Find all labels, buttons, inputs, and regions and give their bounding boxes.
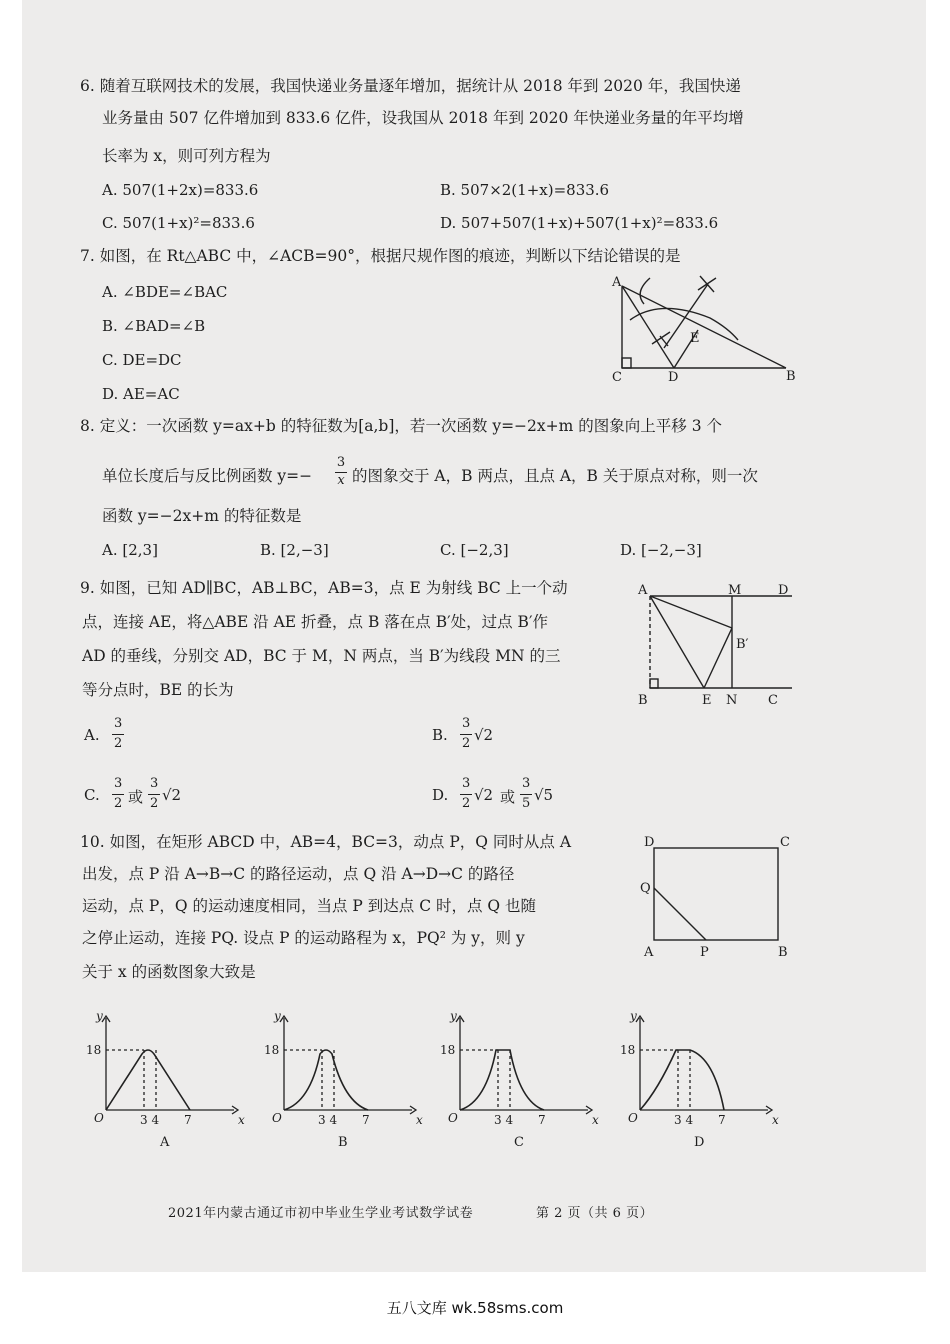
graph-y-tick-18: 18 — [264, 1043, 280, 1057]
q9-figure — [632, 580, 802, 710]
q10-line3: 运动，点 P，Q 的运动速度相同，当点 P 到达点 C 时，点 Q 也随 — [82, 897, 537, 915]
q7-option-a: A. ∠BDE=∠BAC — [102, 283, 228, 301]
q8-option-b: B. [2,−3] — [260, 541, 329, 559]
graph-x-ticks-3-4: 3 4 — [674, 1113, 694, 1127]
q6-option-b: B. 507×2(1+x)=833.6 — [440, 181, 610, 199]
q10-label-d: D — [644, 835, 655, 850]
q7-label-b: B — [786, 369, 796, 384]
q9-c-den2: 2 — [150, 796, 159, 811]
q10-label-q: Q — [640, 881, 651, 896]
q6-line1: 6. 随着互联网技术的发展，我国快递业务量逐年增加，据统计从 2018 年到 2020 年，我国快递 — [80, 77, 741, 95]
graph-y-tick-18: 18 — [620, 1043, 636, 1057]
graph-y-axis-label: y — [96, 1009, 103, 1023]
q10-graph-curve — [106, 1050, 190, 1110]
q8-option-a: A. [2,3] — [102, 541, 158, 559]
q9-d-num2: 3 — [522, 776, 531, 791]
q9-option-a-prefix: A. — [84, 726, 100, 744]
q9-line2: 点，连接 AE，将△ABE 沿 AE 折叠，点 B 落在点 B′处，过点 B′作 — [82, 613, 548, 631]
q10-label-p: P — [700, 945, 709, 960]
q7-option-b: B. ∠BAD=∠B — [102, 317, 206, 335]
footer-title: 2021年内蒙古通辽市初中毕业生学业考试数学试卷 — [168, 1206, 474, 1221]
q8-option-d: D. [−2,−3] — [620, 541, 702, 559]
q9-a-den: 2 — [114, 736, 123, 751]
graph-y-axis-label: y — [630, 1009, 637, 1023]
q9-option-c — [84, 776, 244, 816]
graph-y-axis-label: y — [450, 1009, 457, 1023]
q7-label-e: E — [690, 331, 700, 346]
q10-graph-a — [84, 1010, 254, 1150]
graph-origin-label: O — [448, 1111, 458, 1125]
q10-figure — [636, 832, 806, 962]
graph-origin-label: O — [628, 1111, 638, 1125]
q9-a-num: 3 — [114, 716, 123, 731]
graph-y-tick-18: 18 — [86, 1043, 102, 1057]
graph-option-label: C — [514, 1135, 524, 1150]
graph-x-axis-label: x — [416, 1113, 423, 1127]
q9-option-a — [84, 716, 144, 756]
q6-option-a: A. 507(1+2x)=833.6 — [102, 181, 259, 199]
q7-label-a: A — [612, 275, 622, 290]
q7-figure — [600, 270, 810, 385]
q9-label-d: D — [778, 583, 789, 598]
graph-x-axis-label: x — [238, 1113, 245, 1127]
q9-c-root: √2 — [162, 786, 182, 804]
q9-d-root2: √5 — [534, 786, 554, 804]
q9-c-num2: 3 — [150, 776, 159, 791]
q6-option-c: C. 507(1+x)²=833.6 — [102, 214, 255, 232]
q9-b-num: 3 — [462, 716, 471, 731]
graph-option-label: D — [694, 1135, 705, 1150]
watermark-bar: 五八文库 wk.58sms.com — [0, 1272, 950, 1344]
q10-line1: 10. 如图，在矩形 ABCD 中，AB=4，BC=3，动点 P，Q 同时从点 A — [80, 833, 572, 851]
q9-line3: AD 的垂线，分别交 AD，BC 于 M，N 两点，当 B′为线段 MN 的三 — [82, 647, 561, 665]
q10-graph-d — [618, 1010, 788, 1150]
graph-origin-label: O — [94, 1111, 104, 1125]
q8-line1: 8. 定义：一次函数 y=ax+b 的特征数为[a,b]，若一次函数 y=−2x+m 的图象向上平移 3 个 — [80, 417, 722, 435]
q10-graph-curve — [640, 1050, 724, 1110]
q10-line4: 之停止运动，连接 PQ. 设点 P 的运动路程为 x，PQ² 为 y，则 y — [82, 929, 525, 947]
graph-option-label: A — [160, 1135, 170, 1150]
graph-x-tick-7: 7 — [718, 1113, 726, 1127]
q8-line3: 函数 y=−2x+m 的特征数是 — [102, 507, 302, 525]
q9-d-or: 或 — [500, 788, 516, 806]
q8-line2b: 的图象交于 A，B 两点，且点 A，B 关于原点对称，则一次 — [352, 467, 758, 485]
q9-b-root: √2 — [474, 726, 494, 744]
q9-option-d — [432, 776, 592, 816]
q9-option-d-prefix: D. — [432, 786, 449, 804]
graph-origin-label: O — [272, 1111, 282, 1125]
q8-frac-den: x — [337, 473, 345, 488]
q6-line2: 业务量由 507 亿件增加到 833.6 亿件，设我国从 2018 年到 2020 年快递业务量的年平均增 — [102, 109, 744, 127]
q9-option-b — [432, 716, 512, 756]
q10-label-c: C — [780, 835, 790, 850]
q10-graph-b — [262, 1010, 432, 1150]
graph-y-tick-18: 18 — [440, 1043, 456, 1057]
q9-label-n: N — [726, 693, 738, 708]
graph-x-tick-7: 7 — [538, 1113, 546, 1127]
graph-x-ticks-3-4: 3 4 — [318, 1113, 338, 1127]
q10-graph-c — [438, 1010, 608, 1150]
graph-x-axis-label: x — [772, 1113, 779, 1127]
graph-x-tick-7: 7 — [362, 1113, 370, 1127]
q7-option-d: D. AE=AC — [102, 385, 180, 403]
q9-c-or: 或 — [128, 788, 144, 806]
q10-line5: 关于 x 的函数图象大致是 — [82, 963, 256, 981]
q7-label-d: D — [668, 370, 679, 385]
graph-x-ticks-3-4: 3 4 — [494, 1113, 514, 1127]
q7-label-c: C — [612, 370, 622, 385]
q10-graph-curve — [460, 1050, 544, 1110]
q9-label-bprime: B′ — [736, 637, 749, 652]
graph-x-ticks-3-4: 3 4 — [140, 1113, 160, 1127]
q8-frac-num: 3 — [336, 455, 346, 470]
q7-line1: 7. 如图，在 Rt△ABC 中，∠ACB=90°，根据尺规作图的痕迹，判断以下结论错误的是 — [80, 247, 681, 265]
q9-d-den1: 2 — [462, 796, 471, 811]
footer-page: 第 2 页（共 6 页） — [536, 1206, 654, 1221]
q10-line2: 出发，点 P 沿 A→B→C 的路径运动，点 Q 沿 A→D→C 的路径 — [82, 865, 515, 883]
q9-option-b-prefix: B. — [432, 726, 448, 744]
graph-x-axis-label: x — [592, 1113, 599, 1127]
graph-option-label: B — [338, 1135, 348, 1150]
q6-option-d: D. 507+507(1+x)+507(1+x)²=833.6 — [440, 214, 719, 232]
q9-label-a: A — [638, 583, 648, 598]
q7-option-c: C. DE=DC — [102, 351, 182, 369]
q10-label-a: A — [644, 945, 654, 960]
q9-d-den2: 5 — [522, 796, 531, 811]
q9-label-b: B — [638, 693, 648, 708]
q6-line3: 长率为 x，则可列方程为 — [102, 147, 271, 165]
q10-label-b: B — [778, 945, 788, 960]
q9-line4: 等分点时，BE 的长为 — [82, 681, 234, 699]
q8-option-c: C. [−2,3] — [440, 541, 509, 559]
q9-label-e: E — [702, 693, 712, 708]
q9-label-c: C — [768, 693, 778, 708]
graph-x-tick-7: 7 — [184, 1113, 192, 1127]
q9-option-c-prefix: C. — [84, 786, 100, 804]
q9-label-m: M — [728, 583, 742, 598]
q9-b-den: 2 — [462, 736, 471, 751]
q9-d-num1: 3 — [462, 776, 471, 791]
q10-graph-curve — [284, 1050, 368, 1110]
graph-y-axis-label: y — [274, 1009, 281, 1023]
q9-d-root1: √2 — [474, 786, 494, 804]
q9-c-num1: 3 — [114, 776, 123, 791]
q9-line1: 9. 如图，已知 AD∥BC，AB⊥BC，AB=3，点 E 为射线 BC 上一个动 — [80, 579, 568, 597]
q8-line2a: 单位长度后与反比例函数 y=− — [102, 467, 313, 485]
q9-c-den1: 2 — [114, 796, 123, 811]
